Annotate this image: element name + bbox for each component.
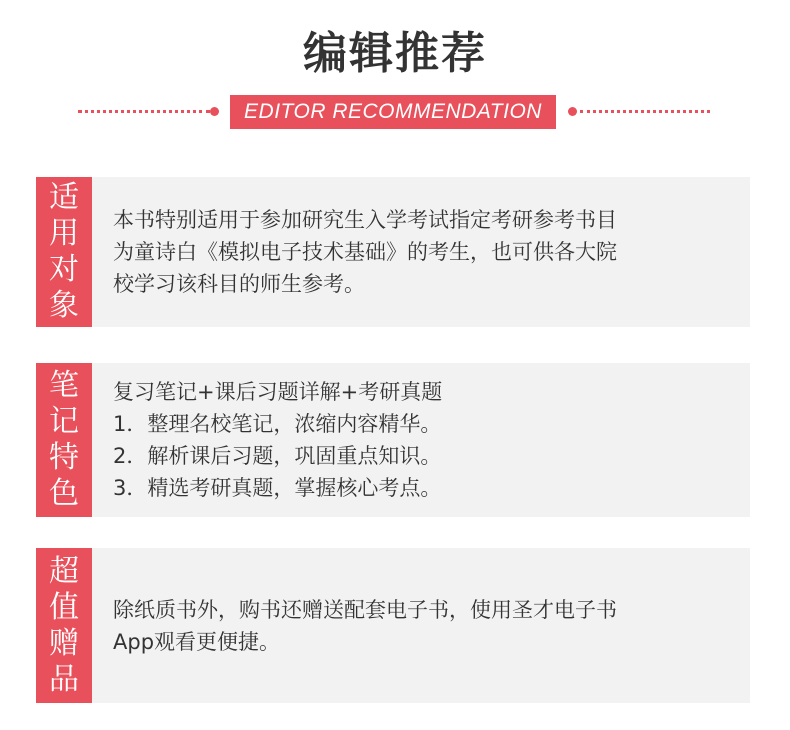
- left-divider-dot: [210, 107, 219, 116]
- text-line: 2．解析课后习题，巩固重点知识。: [113, 444, 442, 468]
- section-text: [113, 204, 617, 300]
- section-tag: [36, 177, 92, 327]
- text-line: App观看更便捷。: [113, 629, 281, 654]
- text-line: 本书特别适用于参加研究生入学考试指定考研参考书目: [113, 208, 617, 232]
- section-text: [113, 376, 442, 504]
- text-line: 校学习该科目的师生参考。: [113, 272, 365, 296]
- section-tag-label: 适用对象: [49, 180, 79, 323]
- text-line: 3．精选考研真题，掌握核心考点。: [113, 476, 442, 500]
- section-tag: [36, 363, 92, 517]
- section-tag-label: 笔记特色: [49, 368, 79, 511]
- text-line: 除纸质书外，购书还赠送配套电子书，使用圣才电子书: [113, 597, 617, 622]
- right-dotted-divider: [580, 110, 710, 113]
- text-line: 为童诗白《模拟电子技术基础》的考生，也可供各大院: [113, 240, 617, 264]
- section-tag: [36, 548, 92, 703]
- section-content: [113, 177, 734, 327]
- section-bonus-gift: [36, 548, 750, 703]
- subtitle-banner: EDITOR RECOMMENDATION: [230, 95, 556, 129]
- section-notes-features: [36, 363, 750, 517]
- section-text: [113, 594, 617, 658]
- left-dotted-divider: [78, 110, 210, 113]
- page-title: 编辑推荐: [303, 28, 487, 79]
- right-divider-dot: [568, 107, 577, 116]
- section-content: [113, 548, 734, 703]
- text-line: 复习笔记+课后习题详解+考研真题: [113, 380, 443, 404]
- section-content: [113, 363, 734, 517]
- text-line: 1．整理名校笔记，浓缩内容精华。: [113, 412, 442, 436]
- section-tag-label: 超值赠品: [49, 553, 79, 697]
- section-target-audience: [36, 177, 750, 327]
